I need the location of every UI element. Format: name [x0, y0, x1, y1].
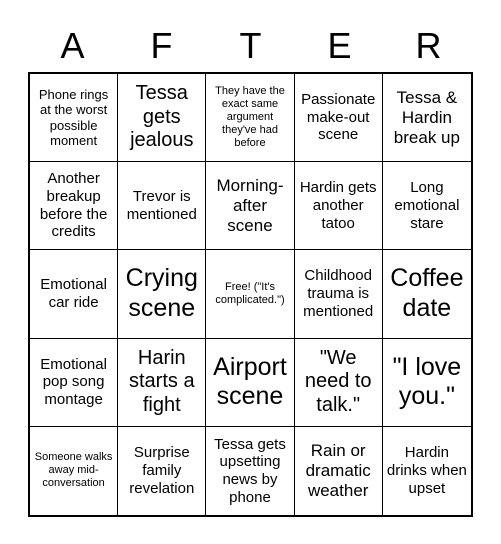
bingo-header — [28, 20, 473, 72]
header-letter-r: R — [415, 25, 442, 66]
header-letter-f: F — [150, 25, 173, 66]
free-space-cell[interactable]: Free! ("It's complicated.") — [206, 250, 294, 338]
bingo-cell[interactable]: Passionate make-out scene — [295, 74, 383, 162]
bingo-card-grid — [28, 72, 473, 517]
bingo-cell[interactable]: Phone rings at the worst possible moment — [30, 74, 118, 162]
bingo-cell[interactable]: "I love you." — [383, 339, 471, 427]
bingo-cell[interactable]: Emotional pop song montage — [30, 339, 118, 427]
header-letter-e: E — [327, 25, 352, 66]
bingo-cell[interactable]: Coffee date — [383, 250, 471, 338]
bingo-cell[interactable]: Surprise family revelation — [118, 427, 206, 515]
header-letter-t: T — [239, 25, 262, 66]
bingo-cell[interactable]: Tessa & Hardin break up — [383, 74, 471, 162]
bingo-cell[interactable]: Rain or dramatic weather — [295, 427, 383, 515]
bingo-cell[interactable]: Tessa gets upsetting news by phone — [206, 427, 294, 515]
bingo-cell[interactable]: Trevor is mentioned — [118, 162, 206, 250]
bingo-cell[interactable]: Airport scene — [206, 339, 294, 427]
bingo-cell[interactable]: Emotional car ride — [30, 250, 118, 338]
bingo-cell[interactable]: Tessa gets jealous — [118, 74, 206, 162]
bingo-cell[interactable]: Crying scene — [118, 250, 206, 338]
bingo-cell[interactable]: Childhood trauma is mentioned — [295, 250, 383, 338]
bingo-cell[interactable]: Long emotional stare — [383, 162, 471, 250]
bingo-cell[interactable]: "We need to talk." — [295, 339, 383, 427]
bingo-cell[interactable]: Hardin gets another tatoo — [295, 162, 383, 250]
header-letter-a: A — [60, 25, 85, 66]
bingo-cell[interactable]: Hardin drinks when upset — [386, 444, 467, 497]
bingo-cell[interactable]: Someone walks away mid-conversation — [30, 427, 118, 515]
bingo-cell[interactable]: Another breakup before the credits — [30, 162, 118, 250]
bingo-cell[interactable]: Morning-after scene — [206, 162, 294, 250]
bingo-cell[interactable]: Harin starts a fight — [118, 339, 206, 427]
bingo-cell[interactable]: They have the exact same argument they've had before — [206, 74, 294, 162]
